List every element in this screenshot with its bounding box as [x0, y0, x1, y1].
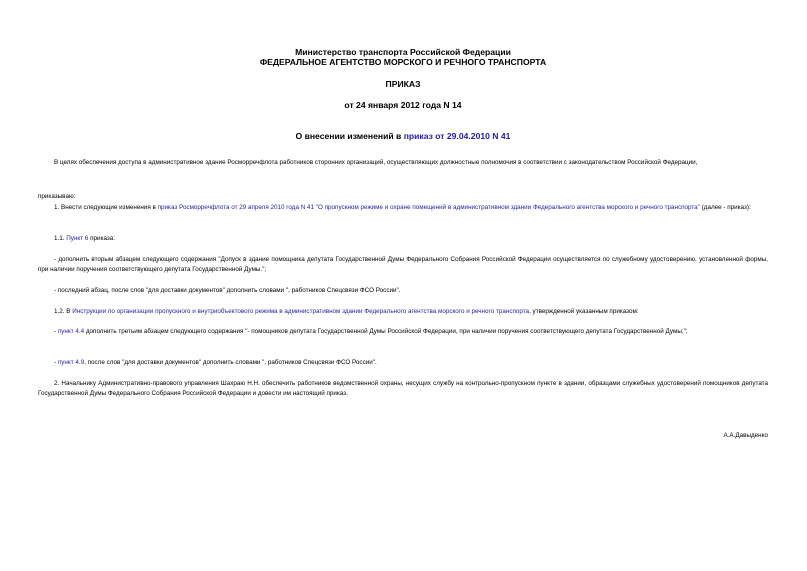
item-1-1-subpoint-b: - последний абзац, после слов "для доставки документов" дополнить словами ", работников Спецсвязи ФСО России".: [54, 287, 401, 294]
point-4-4-link[interactable]: пункт 4.4: [57, 328, 85, 335]
item-1-2-b-suffix: , после слов "для доставки документов" дополнить словами ", работников Спецсвязи ФСО России".: [84, 359, 377, 366]
item-1-prefix: 1. Внести следующие изменения в: [54, 204, 158, 211]
item-1-order-link[interactable]: приказ Росморречфлота от 29 апреля 2010 года N 41 "О пропускном режиме и охране помещений в административном здании Федерального агентства морского и речного транспорта": [157, 204, 700, 211]
item-1-2-prefix: 1.2. В: [54, 308, 73, 315]
item-2-paragraph: 2. Начальнику Административно-правового управления Шахраю Н.Н. обеспечить работников ведомственной охраны, несущих службу на контрольно-пропускном пункте в здании, образцами служебных удостоверений помощников депутата Государственной Думы Федерального Собрания Российской Федерации и довести им настоящий приказ.: [38, 380, 768, 397]
item-1-2-a-suffix: дополнить третьим абзацем следующего содержания "- помощников депутата Государственной Думы Российской Федерации, при наличии поручения соответствующего депутата Государственной Думы;";: [84, 328, 688, 335]
item-1-paragraph: [38, 203, 768, 213]
subject-prefix: О внесении изменений в: [295, 131, 404, 141]
item-1-1-subpoint-a: - дополнить вторым абзацем следующего содержания "Допуск в здание помощника депутата Государственной Думы Федерального Собрания Российской Федерации осуществляется по служебному удостоверению, установленной формы, при наличии поручения соответствующего депутата Государственной Думы.";: [38, 256, 768, 273]
document-date-number: от 24 января 2012 года N 14: [344, 100, 462, 110]
item-1-1-point-link[interactable]: Пункт 6: [66, 235, 89, 242]
document-subject: [38, 131, 768, 141]
subject-order-link[interactable]: приказ от 29.04.2010 N 41: [403, 131, 511, 141]
item-1-2-subpoint-b: [38, 358, 768, 368]
agency-name: ФЕДЕРАЛЬНОЕ АГЕНТСТВО МОРСКОГО И РЕЧНОГО ТРАНСПОРТА: [259, 57, 547, 67]
signature: А.А.Давыденко: [723, 432, 768, 439]
document-type: ПРИКАЗ: [385, 79, 421, 89]
item-1-2-instruction-link[interactable]: Инструкции по организации пропускного и внутриобъектового режима в административном здании Федерального агентства морского и речного транспорта: [72, 308, 530, 315]
item-1-2-b-prefix: -: [54, 359, 58, 366]
item-1-2-suffix: , утвержденной указанным приказом:: [529, 308, 639, 315]
item-1-1-suffix: приказа:: [88, 235, 116, 242]
item-1-1-paragraph: [38, 234, 768, 244]
ministry-name: Министерство транспорта Российской Федерации: [295, 47, 511, 57]
item-1-1-prefix: 1.1.: [54, 235, 67, 242]
item-1-suffix: (далее - приказ):: [699, 204, 751, 211]
point-4-9-link[interactable]: пункт 4.9: [57, 359, 85, 366]
item-1-2-subpoint-a: [38, 327, 768, 337]
item-1-2-paragraph: [38, 307, 768, 317]
order-word: приказываю:: [38, 193, 76, 200]
item-1-2-a-prefix: -: [54, 328, 58, 335]
preamble-paragraph: В целях обеспечения доступа в административное здание Росморречфлота работников сторонних организаций, осуществляющих должностные полномочия в соответствии с законодательством Российской Федерации,: [54, 159, 698, 166]
